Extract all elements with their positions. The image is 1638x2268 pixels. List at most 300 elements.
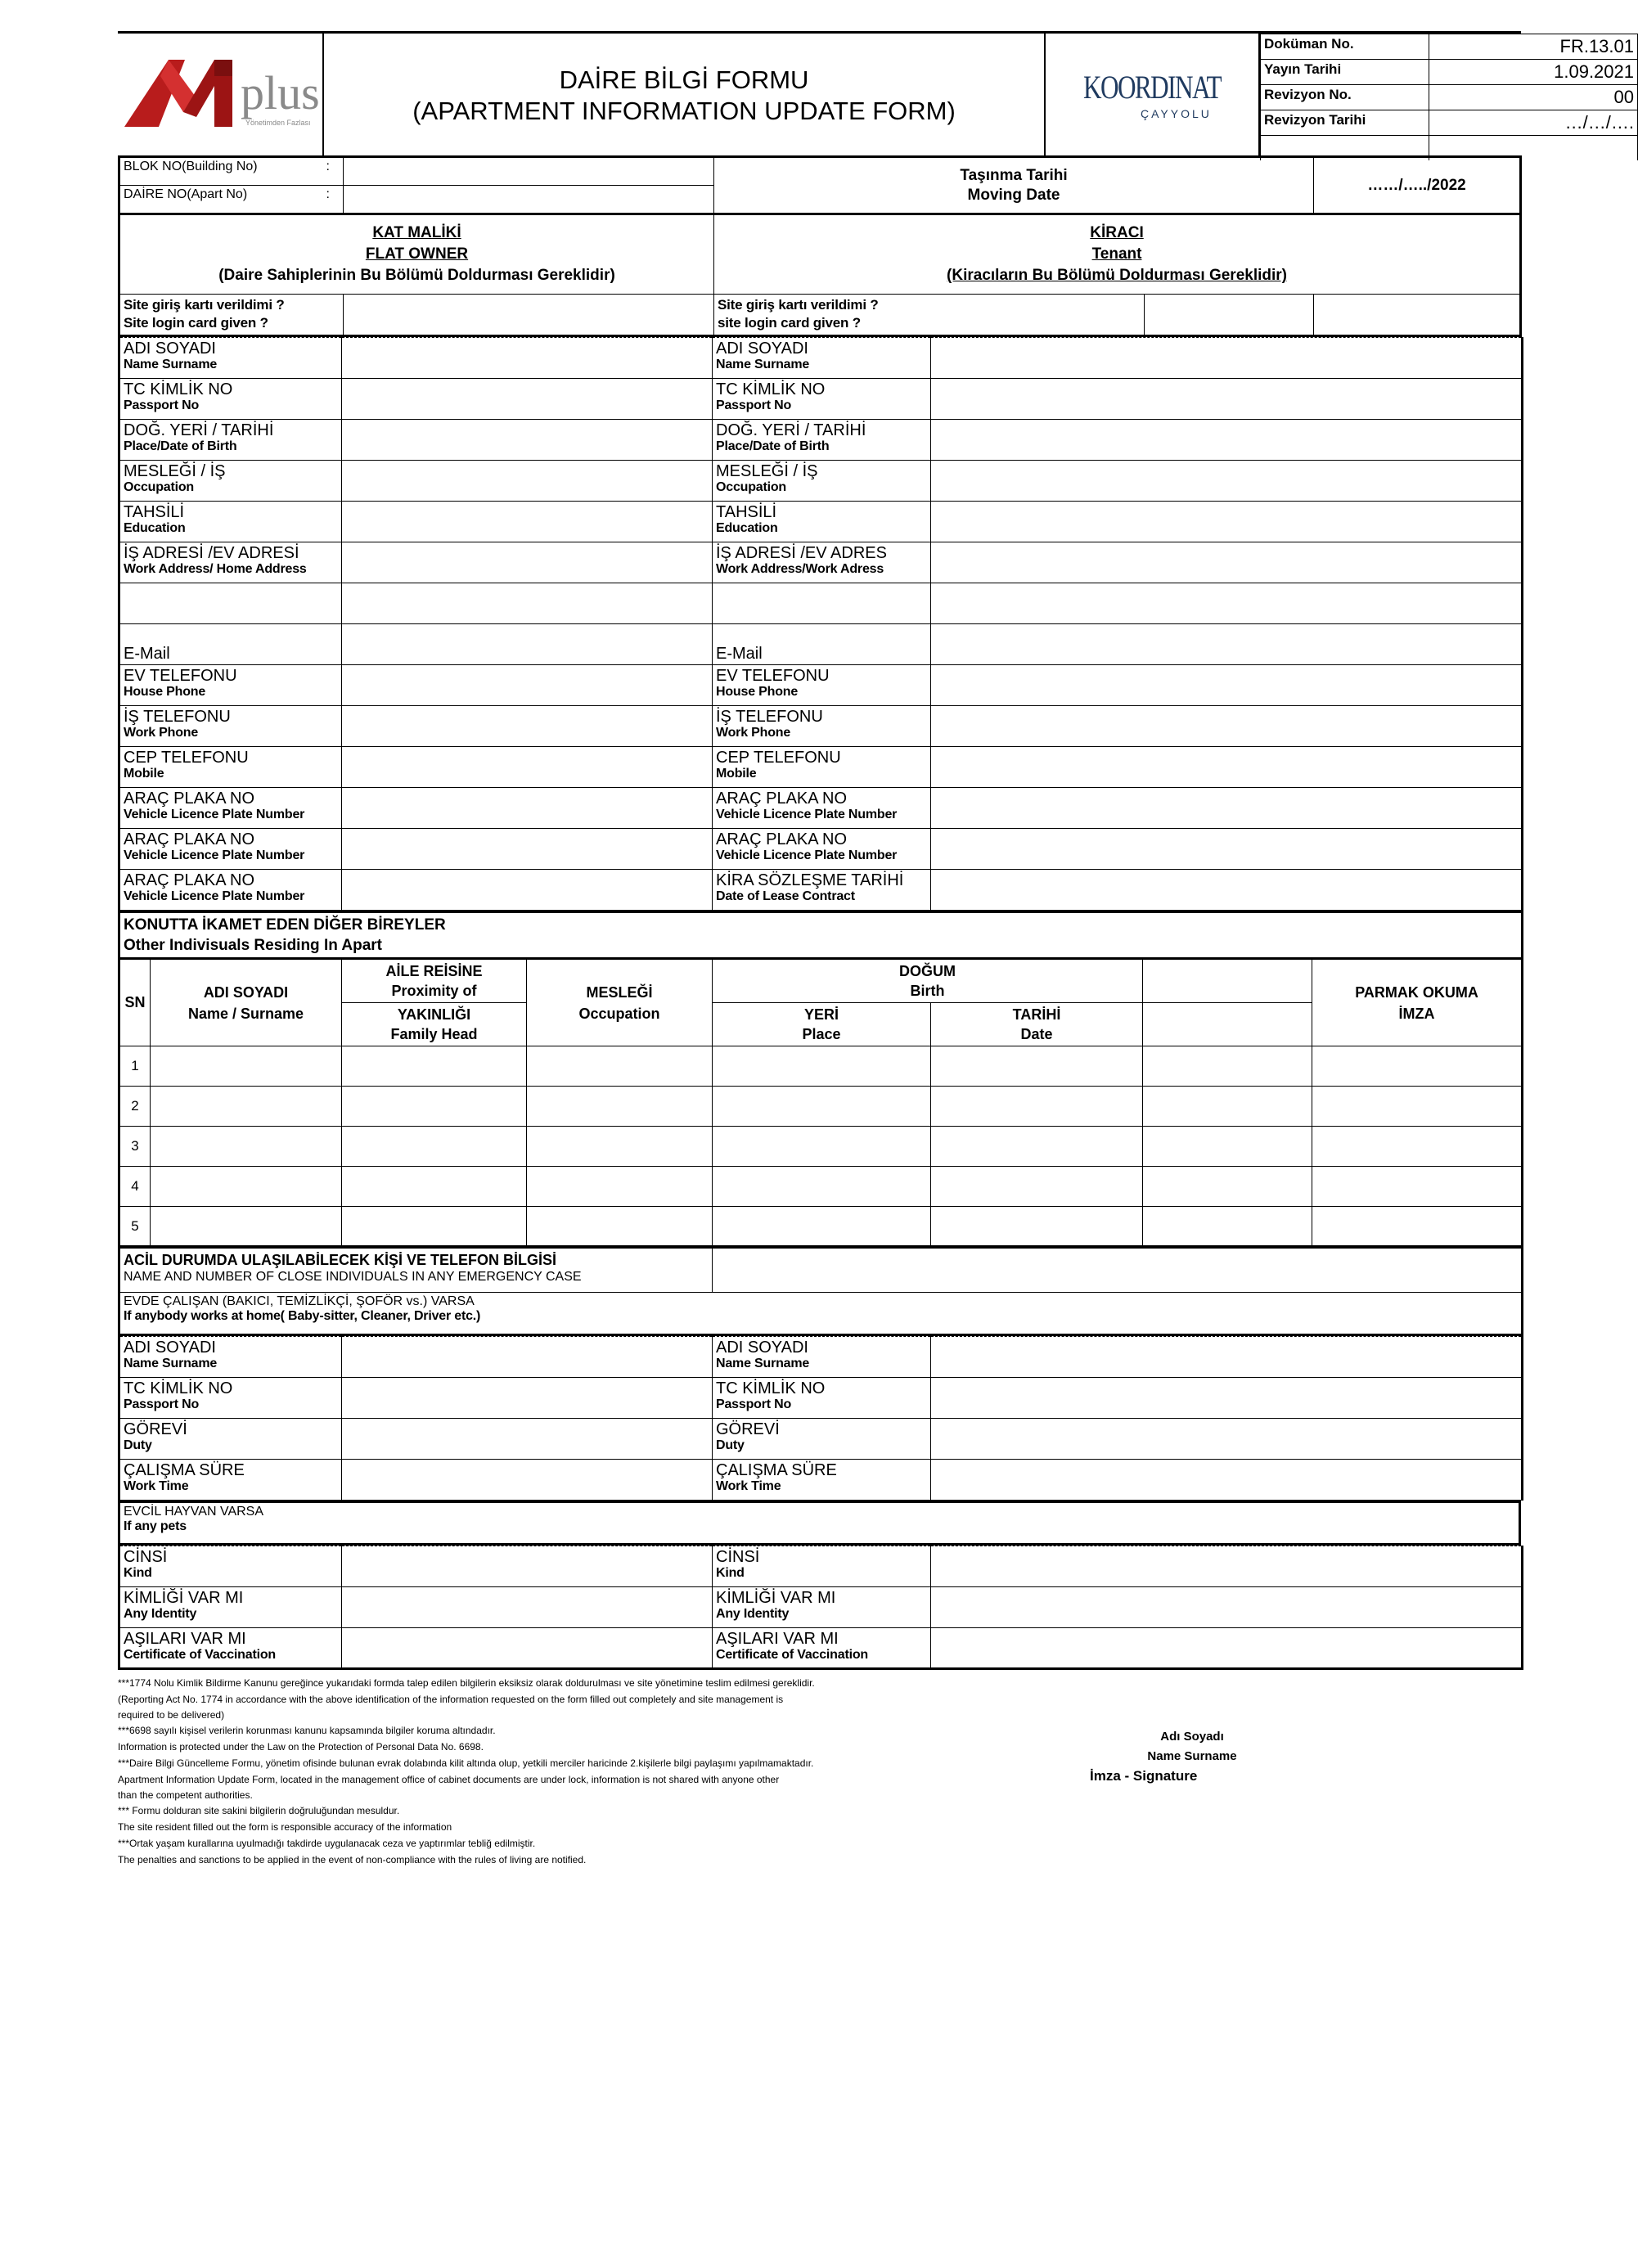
footer: [118, 1675, 1521, 1904]
field-label-tr: DOĞ. YERİ / TARİHİ: [716, 421, 866, 439]
field-label-tr: TC KİMLİK NO: [716, 380, 826, 398]
col-place-tr: YERİ: [803, 1006, 839, 1023]
resident-cell-input[interactable]: [151, 1046, 342, 1087]
field-label-en: Duty: [716, 1438, 745, 1452]
field-label-tr: İŞ ADRESİ /EV ADRESİ: [124, 544, 299, 562]
worker-field-input[interactable]: [342, 1337, 713, 1378]
person-row: [119, 870, 1523, 911]
tenant-site-card-yes[interactable]: [1145, 295, 1314, 336]
resident-row: [119, 1127, 1523, 1167]
owner-title-tr: KAT MALİKİ: [372, 224, 461, 241]
field-label-en: Passport No: [124, 398, 200, 412]
field-label: [713, 542, 931, 583]
field-label: [119, 583, 342, 624]
pet-field-input[interactable]: [342, 1628, 713, 1669]
field-label: [119, 1337, 342, 1378]
field-label-tr: CEP TELEFONU: [716, 749, 841, 767]
field-label-tr: CEP TELEFONU: [124, 749, 249, 767]
worker-row: [119, 1419, 1523, 1460]
field-label-en: Work Phone: [716, 726, 791, 740]
col-fam-tr2: Proximity of: [391, 983, 477, 999]
resident-cell-input[interactable]: [151, 1167, 342, 1207]
resident-cell-input[interactable]: [151, 1127, 342, 1167]
col-date-tr: TARİHİ: [1012, 1006, 1061, 1023]
person-row: [119, 624, 1523, 665]
meta-value: FR.13.01: [1429, 34, 1638, 60]
title-tr: DAİRE BİLGİ FORMU: [559, 65, 809, 94]
field-label-tr: MESLEĞİ / İŞ: [716, 462, 818, 480]
person-row: [119, 338, 1523, 379]
field-label-en: Name Surname: [716, 1357, 810, 1370]
resident-cell-input[interactable]: [527, 1046, 713, 1087]
field-label: [119, 870, 342, 911]
resident-row: [119, 1087, 1523, 1127]
footer-note: ***6698 sayılı kişisel verilerin korunması kanunu kapsamında bilgiler koruma altındadır.: [118, 1725, 496, 1736]
resident-row-number: 5: [119, 1207, 151, 1247]
pets-title: [119, 1502, 1520, 1545]
field-label: [713, 706, 931, 747]
field-label-en: Place/Date of Birth: [124, 439, 237, 453]
col-family-bottom: [342, 1003, 527, 1046]
resident-cell-input[interactable]: [1143, 1046, 1312, 1087]
field-label-tr: ÇALIŞMA SÜRE: [716, 1461, 837, 1479]
owner-field-input[interactable]: [342, 379, 713, 420]
field-label-tr: ÇALIŞMA SÜRE: [124, 1461, 245, 1479]
tenant-field-input[interactable]: [931, 706, 1523, 747]
pet-row: [119, 1628, 1523, 1669]
field-label-en: Passport No: [716, 398, 792, 412]
field-label-en: Any Identity: [716, 1607, 790, 1621]
col-fam-tr3: YAKINLIĞI: [397, 1006, 471, 1023]
field-label-tr: ARAÇ PLAKA NO: [716, 830, 848, 848]
worker-field-input[interactable]: [931, 1378, 1523, 1419]
field-label-en: Vehicle Licence Plate Number: [124, 848, 305, 862]
owner-field-input[interactable]: [342, 583, 713, 624]
worker-field-input[interactable]: [931, 1337, 1523, 1378]
field-label-en: Work Time: [124, 1479, 189, 1493]
koordinat-logo: [1046, 34, 1260, 158]
field-label: [713, 665, 931, 706]
field-label-en: Work Address/ Home Address: [124, 562, 307, 576]
field-label-tr: ADI SOYADI: [716, 340, 808, 358]
tenant-field-input[interactable]: [931, 461, 1523, 502]
pet-row: [119, 1587, 1523, 1628]
footer-note: The site resident filled out the form is responsible accuracy of the information: [118, 1821, 452, 1833]
field-label-tr: İŞ TELEFONU: [124, 708, 231, 726]
field-label-tr: CİNSİ: [124, 1548, 168, 1566]
resident-row-number: 3: [119, 1127, 151, 1167]
field-label: [119, 502, 342, 542]
owner-note: (Daire Sahiplerinin Bu Bölümü Doldurması Gereklidir): [218, 267, 615, 284]
resident-row: [119, 1207, 1523, 1247]
footer-note: Information is protected under the Law on the Protection of Personal Data No. 6698.: [118, 1741, 484, 1753]
field-label-tr: ARAÇ PLAKA NO: [124, 790, 255, 808]
title-en: (APARTMENT INFORMATION UPDATE FORM): [412, 97, 956, 125]
col-blank: [1143, 1003, 1312, 1046]
worker-field-input[interactable]: [342, 1378, 713, 1419]
resident-row-number: 2: [119, 1087, 151, 1127]
moving-date-value[interactable]: ……/…../2022: [1314, 157, 1521, 214]
resident-cell-input[interactable]: [713, 1087, 931, 1127]
field-label-tr: AŞILARI VAR MI: [124, 1630, 246, 1648]
field-label-tr: ARAÇ PLAKA NO: [124, 830, 255, 848]
person-row: [119, 829, 1523, 870]
tenant-field-input[interactable]: [931, 665, 1523, 706]
col-name-en: Name / Surname: [187, 1005, 304, 1022]
worker-field-input[interactable]: [931, 1460, 1523, 1501]
resident-cell-input[interactable]: [713, 1167, 931, 1207]
tenant-site-card-no[interactable]: [1314, 295, 1521, 336]
resident-cell-input[interactable]: [342, 1046, 527, 1087]
field-label-en: Passport No: [124, 1397, 200, 1411]
resident-cell-input[interactable]: [1312, 1127, 1523, 1167]
pet-field-input[interactable]: [342, 1587, 713, 1628]
resident-row: [119, 1167, 1523, 1207]
resident-cell-input[interactable]: [713, 1127, 931, 1167]
owner-field-input[interactable]: [342, 747, 713, 788]
worker-row: [119, 1378, 1523, 1419]
tenant-field-input[interactable]: [931, 624, 1523, 665]
emergency-table: [118, 1248, 1523, 1336]
col-place-en: Place: [802, 1026, 841, 1042]
tenant-field-input[interactable]: [931, 829, 1523, 870]
owner-field-input[interactable]: [342, 788, 713, 829]
blok-input[interactable]: [344, 157, 714, 186]
field-label-tr: E-Mail: [124, 645, 170, 663]
owner-field-input[interactable]: [342, 542, 713, 583]
workers-en: If anybody works at home( Baby-sitter, Cleaner, Driver etc.): [124, 1309, 481, 1323]
person-info-table: [118, 337, 1523, 911]
resident-cell-input[interactable]: [342, 1207, 527, 1247]
field-label-en: Education: [124, 521, 186, 535]
owner-field-input[interactable]: [342, 461, 713, 502]
col-family-top: [342, 959, 527, 1003]
col-occ-tr: MESLEĞİ: [586, 983, 653, 1001]
person-row: [119, 461, 1523, 502]
koordinat-sub: ÇAYYOLU: [1141, 107, 1212, 120]
field-label: [119, 542, 342, 583]
owner-field-input[interactable]: [342, 420, 713, 461]
field-label-en: Vehicle Licence Plate Number: [124, 889, 305, 903]
daire-label-cell: [119, 186, 344, 214]
field-label: [119, 1378, 342, 1419]
person-row: [119, 665, 1523, 706]
col-signature: [1312, 959, 1523, 1046]
tenant-field-input[interactable]: [931, 788, 1523, 829]
resident-cell-input[interactable]: [1143, 1167, 1312, 1207]
owner-field-input[interactable]: [342, 829, 713, 870]
person-row: [119, 420, 1523, 461]
field-label-tr: TC KİMLİK NO: [124, 1379, 233, 1397]
main-form-table: [118, 155, 1522, 337]
person-row: [119, 379, 1523, 420]
tenant-note: (Kiracıların Bu Bölümü Doldurması Gereklidir): [947, 267, 1287, 284]
field-label: [713, 1337, 931, 1378]
tenant-field-input[interactable]: [931, 502, 1523, 542]
owner-site-card-input[interactable]: [344, 295, 714, 336]
field-label-tr: TC KİMLİK NO: [124, 380, 233, 398]
field-label: [119, 706, 342, 747]
person-row: [119, 706, 1523, 747]
plus-logo: [118, 34, 322, 158]
field-label-en: Place/Date of Birth: [716, 439, 830, 453]
field-label-tr: KİMLİĞİ VAR MI: [716, 1589, 836, 1607]
sign-label: İmza - Signature: [1090, 1768, 1198, 1784]
field-label-tr: MESLEĞİ / İŞ: [124, 462, 226, 480]
resident-cell-input[interactable]: [527, 1207, 713, 1247]
resident-cell-input[interactable]: [151, 1087, 342, 1127]
field-label-en: Vehicle Licence Plate Number: [716, 848, 898, 862]
col-fam-en: Family Head: [390, 1026, 478, 1042]
field-label-tr: AŞILARI VAR MI: [716, 1630, 839, 1648]
tenant-title-tr: KİRACI: [1090, 224, 1144, 241]
person-row: [119, 583, 1523, 624]
field-label-en: House Phone: [124, 685, 206, 699]
meta-label: Yayın Tarihi: [1261, 60, 1429, 85]
field-label-en: Certificate of Vaccination: [716, 1648, 868, 1662]
field-label: [119, 1587, 342, 1628]
resident-row-number: 1: [119, 1046, 151, 1087]
owner-field-input[interactable]: [342, 665, 713, 706]
tenant-field-input[interactable]: [931, 870, 1523, 911]
field-label-en: Name Surname: [124, 358, 218, 371]
resident-cell-input[interactable]: [342, 1127, 527, 1167]
field-label-en: Name Surname: [716, 358, 810, 371]
worker-field-input[interactable]: [342, 1460, 713, 1501]
field-label-tr: TC KİMLİK NO: [716, 1379, 826, 1397]
workers-table: [118, 1336, 1523, 1501]
meta-value: …/…/….: [1429, 110, 1638, 136]
tenant-title-en: Tenant: [1091, 245, 1142, 263]
resident-cell-input[interactable]: [931, 1127, 1143, 1167]
field-label-tr: ARAÇ PLAKA NO: [716, 790, 848, 808]
resident-cell-input[interactable]: [342, 1087, 527, 1127]
pets-en: If any pets: [124, 1519, 187, 1533]
field-label-tr: ARAÇ PLAKA NO: [124, 871, 255, 889]
tenant-field-input[interactable]: [931, 338, 1523, 379]
field-label: [119, 1419, 342, 1460]
resident-cell-input[interactable]: [931, 1046, 1143, 1087]
worker-row: [119, 1337, 1523, 1378]
field-label: [119, 1628, 342, 1669]
site-card-en: site login card given ?: [718, 315, 861, 331]
field-label-tr: CİNSİ: [716, 1548, 760, 1566]
moving-date-label: [714, 157, 1314, 214]
pets-title-table: [118, 1501, 1521, 1546]
field-label: [119, 829, 342, 870]
tenant-field-input[interactable]: [931, 542, 1523, 583]
field-label: [713, 870, 931, 911]
field-label-tr: İŞ ADRESİ /EV ADRES: [716, 544, 887, 562]
meta-value: 1.09.2021: [1429, 60, 1638, 85]
field-label: [713, 1419, 931, 1460]
pets-table: [118, 1546, 1523, 1670]
colon: :: [326, 187, 330, 201]
field-label: [713, 788, 931, 829]
footer-note: (Reporting Act No. 1774 in accordance with the above identification of the information requested on the form filled out completely and site management is: [118, 1694, 784, 1705]
resident-cell-input[interactable]: [1312, 1087, 1523, 1127]
field-label: [119, 461, 342, 502]
field-label-en: Work Phone: [124, 726, 199, 740]
site-card-tr: Site giriş kartı verildimi ?: [718, 297, 879, 313]
col-birth-tr: DOĞUM: [899, 963, 956, 979]
field-label-en: Date of Lease Contract: [716, 889, 855, 903]
field-label-en: Passport No: [716, 1397, 792, 1411]
resident-cell-input[interactable]: [931, 1087, 1143, 1127]
col-name: [151, 959, 342, 1046]
owner-site-card-label: [119, 295, 344, 336]
owner-field-input[interactable]: [342, 706, 713, 747]
col-sig-2: İMZA: [1398, 1005, 1435, 1022]
blok-label: BLOK NO(Building No): [124, 160, 258, 173]
footer-note: Apartment Information Update Form, located in the management office of cabinet documents are under lock, information is not shared with anyone other: [118, 1774, 780, 1785]
field-label-en: Kind: [716, 1566, 745, 1580]
document-meta-table: [1260, 34, 1638, 160]
blok-label-cell: [119, 157, 344, 186]
meta-value: 00: [1429, 85, 1638, 110]
owner-field-input[interactable]: [342, 338, 713, 379]
footer-notes: [118, 1675, 936, 1868]
sign-name-en: Name Surname: [1147, 1749, 1237, 1763]
field-label-en: Duty: [124, 1438, 152, 1452]
field-label-tr: KİRA SÖZLEŞME TARİHİ: [716, 871, 904, 889]
resident-cell-input[interactable]: [931, 1207, 1143, 1247]
resident-cell-input[interactable]: [1312, 1046, 1523, 1087]
field-label-en: Mobile: [124, 767, 164, 781]
field-label: [713, 1460, 931, 1501]
footer-note: than the competent authorities.: [118, 1789, 253, 1801]
workers-title: [119, 1293, 1523, 1335]
residents-title-en: Other Indivisuals Residing In Apart: [124, 937, 383, 954]
resident-cell-input[interactable]: [1143, 1207, 1312, 1247]
field-label-en: Mobile: [716, 767, 757, 781]
person-row: [119, 542, 1523, 583]
site-card-tr: Site giriş kartı verildimi ?: [124, 297, 285, 313]
col-occ-en: Occupation: [578, 1005, 660, 1022]
svg-text:plus: plus: [241, 66, 320, 119]
meta-blank: [1261, 136, 1429, 160]
col-date: [931, 1003, 1143, 1046]
field-label: [119, 420, 342, 461]
meta-blank: [1429, 136, 1638, 160]
field-label-tr: TAHSİLİ: [124, 503, 185, 521]
form-header: [118, 31, 1634, 155]
worker-field-input[interactable]: [931, 1419, 1523, 1460]
field-label-tr: GÖREVİ: [124, 1420, 187, 1438]
pet-field-input[interactable]: [931, 1628, 1523, 1669]
meta-label: Revizyon Tarihi: [1261, 110, 1429, 136]
field-label-tr: DOĞ. YERİ / TARİHİ: [124, 421, 274, 439]
emergency-input[interactable]: [713, 1249, 1523, 1293]
field-label-tr: KİMLİĞİ VAR MI: [124, 1589, 244, 1607]
owner-title-en: FLAT OWNER: [365, 245, 469, 263]
resident-cell-input[interactable]: [931, 1167, 1143, 1207]
col-blank: [1143, 959, 1312, 1003]
field-label: [119, 379, 342, 420]
tenant-field-input[interactable]: [931, 583, 1523, 624]
col-name-tr: ADI SOYADI: [203, 983, 289, 1001]
field-label: [713, 1546, 931, 1587]
field-label: [119, 788, 342, 829]
footer-note: required to be delivered): [118, 1709, 225, 1721]
field-label-tr: İŞ TELEFONU: [716, 708, 823, 726]
pet-field-input[interactable]: [931, 1587, 1523, 1628]
field-label: [713, 379, 931, 420]
field-label-en: Vehicle Licence Plate Number: [716, 808, 898, 821]
field-label: [713, 338, 931, 379]
svg-text:Yönetimden Fazlası: Yönetimden Fazlası: [245, 119, 311, 127]
field-label: [713, 583, 931, 624]
resident-cell-input[interactable]: [1312, 1207, 1523, 1247]
field-label-tr: ADI SOYADI: [124, 340, 216, 358]
field-label: [119, 338, 342, 379]
resident-cell-input[interactable]: [342, 1167, 527, 1207]
resident-cell-input[interactable]: [1143, 1127, 1312, 1167]
tenant-field-input[interactable]: [931, 747, 1523, 788]
field-label-tr: EV TELEFONU: [716, 667, 830, 685]
koordinat-name: KOORDINAT: [1083, 69, 1221, 106]
col-place: [713, 1003, 931, 1046]
person-row: [119, 747, 1523, 788]
field-label: [119, 1546, 342, 1587]
field-label-tr: ADI SOYADI: [124, 1339, 216, 1357]
field-label-en: House Phone: [716, 685, 799, 699]
resident-cell-input[interactable]: [151, 1207, 342, 1247]
owner-field-input[interactable]: [342, 870, 713, 911]
owner-field-input[interactable]: [342, 624, 713, 665]
daire-label: DAİRE NO(Apart No): [124, 187, 248, 201]
field-label: [713, 624, 931, 665]
resident-cell-input[interactable]: [1312, 1167, 1523, 1207]
person-row: [119, 502, 1523, 542]
field-label-en: Vehicle Licence Plate Number: [124, 808, 305, 821]
field-label: [713, 420, 931, 461]
owner-header: [119, 214, 714, 295]
field-label-tr: EV TELEFONU: [124, 667, 237, 685]
resident-cell-input[interactable]: [527, 1087, 713, 1127]
resident-cell-input[interactable]: [713, 1046, 931, 1087]
resident-cell-input[interactable]: [1143, 1087, 1312, 1127]
pet-field-input[interactable]: [342, 1546, 713, 1587]
colon: :: [326, 160, 330, 173]
owner-field-input[interactable]: [342, 502, 713, 542]
resident-cell-input[interactable]: [527, 1167, 713, 1207]
tenant-field-input[interactable]: [931, 420, 1523, 461]
field-label: [713, 502, 931, 542]
footer-note: ***1774 Nolu Kimlik Bildirme Kanunu gereğince yukarıdaki formda talep edilen bilgilerin eksiksiz olarak doldurulması ve site yönetimine teslim edilmesi gereklidir.: [118, 1677, 815, 1689]
field-label: [713, 829, 931, 870]
field-label: [119, 1460, 342, 1501]
workers-tr: EVDE ÇALIŞAN (BAKICI, TEMİZLİKÇİ, ŞOFÖR vs.) VARSA: [124, 1294, 475, 1308]
tenant-field-input[interactable]: [931, 379, 1523, 420]
pet-field-input[interactable]: [931, 1546, 1523, 1587]
worker-field-input[interactable]: [342, 1419, 713, 1460]
moving-tr: Taşınma Tarihi: [960, 166, 1068, 184]
form-page: [118, 31, 1634, 1904]
daire-input[interactable]: [344, 186, 714, 214]
resident-cell-input[interactable]: [527, 1127, 713, 1167]
field-label-en: Occupation: [716, 480, 787, 494]
person-row: [119, 788, 1523, 829]
worker-row: [119, 1460, 1523, 1501]
field-label-en: Work Address/Work Adress: [716, 562, 884, 576]
field-label-tr: GÖREVİ: [716, 1420, 780, 1438]
footer-note: ***Ortak yaşam kurallarına uyulmadığı takdirde uygulanacak ceza ve yaptırımlar tebliğ edilmiştir.: [118, 1838, 536, 1849]
footer-note: The penalties and sanctions to be applied in the event of non-compliance with the rules of living are notified.: [118, 1854, 587, 1865]
col-birth: [713, 959, 1143, 1003]
resident-cell-input[interactable]: [713, 1207, 931, 1247]
field-label: [119, 665, 342, 706]
